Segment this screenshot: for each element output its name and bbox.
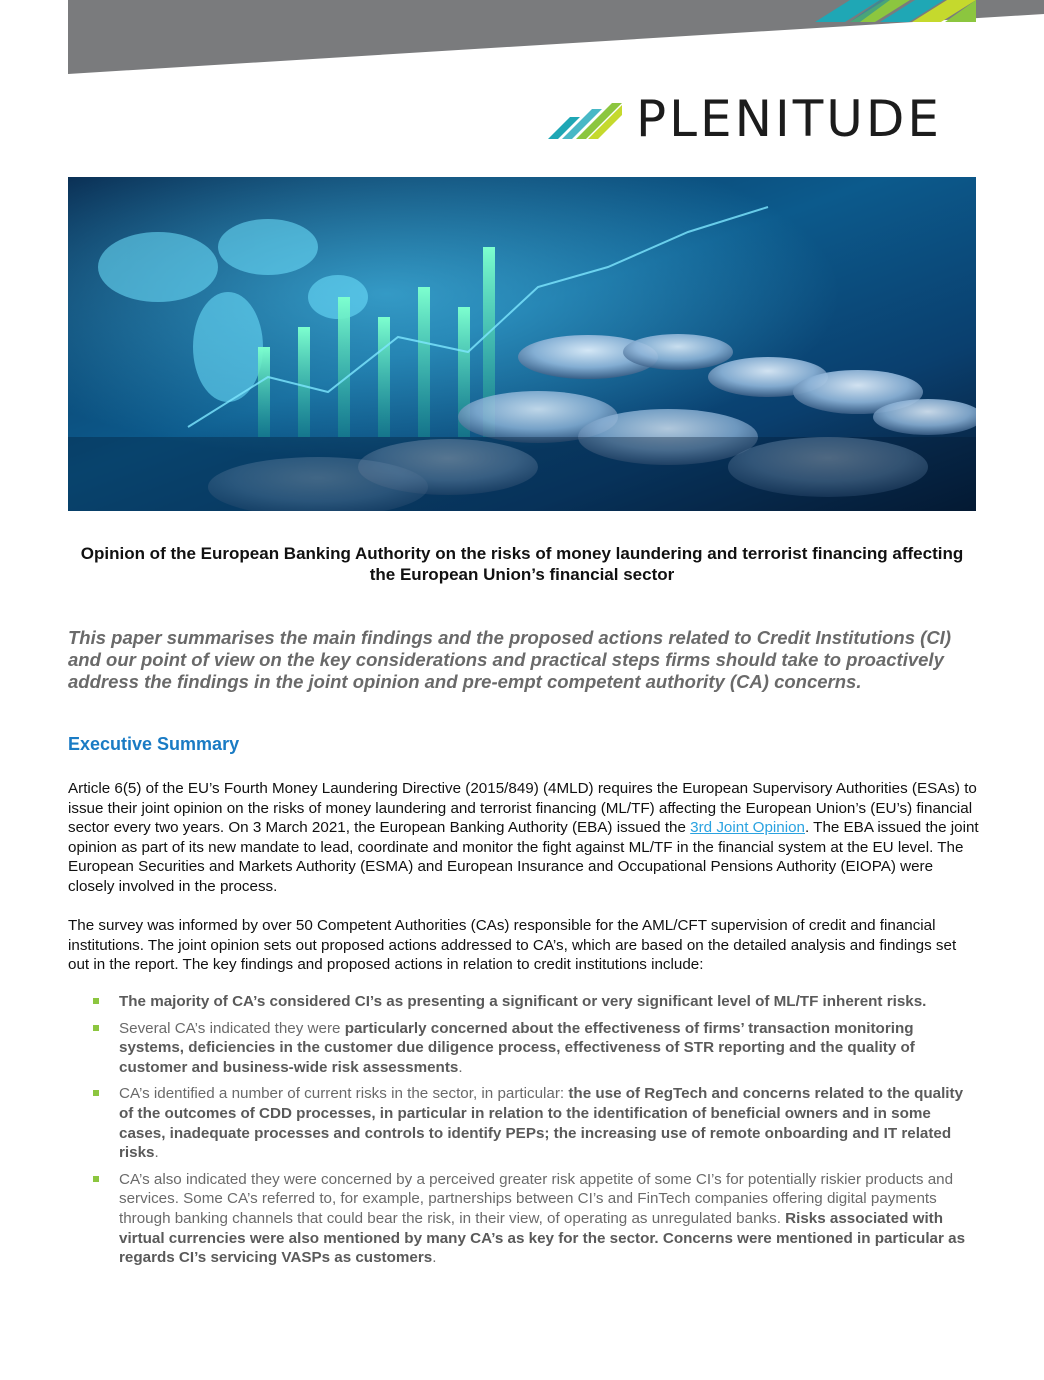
- document-title: Opinion of the European Banking Authority on the risks of money laundering and terrorist financing affecting the European Union’s financial sector: [80, 544, 964, 584]
- paragraph-article-6-5: [68, 779, 980, 897]
- logo-chevron-icon: [548, 95, 624, 143]
- hero-finance-image: [68, 177, 976, 511]
- bullet-square-icon: [93, 1176, 99, 1182]
- bullet-square-icon: [93, 998, 99, 1004]
- header-banner: [0, 0, 1044, 80]
- intro-summary: This paper summarises the main findings and the proposed actions related to Credit Institutions (CI) and our point of view on the key considerations and practical steps firms should take to proactively address the findings in the joint opinion and pre-empt competent authority (CA) concerns.: [68, 627, 951, 692]
- section-heading-executive-summary: Executive Summary: [68, 734, 240, 754]
- paragraph-survey: The survey was informed by over 50 Competent Authorities (CAs) responsible for the AML/CFT supervision of credit and financial institutions. The joint opinion sets out proposed actions addressed to CA’s, which are based on the detailed analysis and findings set out in the report. The key findings and proposed actions in relation to credit institutions include:: [68, 917, 957, 974]
- bullet-bold-text: the use of RegTech and concerns related to the quality of the outcomes of CDD processes, in particular in relation to the identification of beneficial owners and in some cases, inadequate processes and controls to identify PEPs; the increasing use of remote onboarding and IT related risks: [119, 1085, 964, 1162]
- bullet-text: CA’s identified a number of current risks in the sector, in particular:: [119, 1085, 569, 1103]
- bullet-text: Several CA’s indicated they were: [119, 1019, 345, 1037]
- bullet-text: .: [458, 1058, 463, 1076]
- plenitude-logo: [548, 90, 942, 148]
- bullet-text: .: [154, 1144, 159, 1162]
- logo-wordmark: PLENITUDE: [636, 90, 942, 148]
- bullet-bold-text: The majority of CA’s considered CI’s as presenting a significant or very significant level of ML/TF inherent risks.: [119, 993, 927, 1010]
- bullet-square-icon: [93, 1090, 99, 1096]
- key-findings-list: [68, 992, 980, 1275]
- list-item: [68, 1019, 980, 1078]
- list-item: [68, 1170, 980, 1268]
- list-item: [68, 1084, 980, 1162]
- p1-text-before-link: Article 6(5) of the EU’s Fourth Money Laundering Directive (2015/849) (4MLD) requires the European Supervisory Authorities (ESAs) to issue their joint opinion on the risks of money laundering and terrorist financing (ML/TF) affecting the European Union’s (EU’s) financial sector every two years. On 3 March 2021, the European Banking Authority (EBA) issued the: [68, 780, 977, 837]
- bullet-bold-text: particularly concerned about the effectiveness of firms’ transaction monitoring systems, deficiencies in the customer due diligence process, effectiveness of STR reporting and the quality of customer and business-wide risk assessments: [119, 1019, 915, 1076]
- bullet-square-icon: [93, 1025, 99, 1031]
- p1-text-after-link: . The EBA issued the joint opinion as part of its new mandate to lead, coordinate and monitor the fight against ML/TF in the financial system at the EU level. The European Securities and Markets Authority (ESMA) and European Insurance and Occupational Pensions Authority (EIOPA) were closely involved in the process.: [68, 819, 979, 895]
- bullet-text: .: [432, 1249, 437, 1267]
- list-item: [68, 992, 980, 1012]
- joint-opinion-link[interactable]: 3rd Joint Opinion: [690, 819, 805, 837]
- bullet-bold-text: Risks associated with virtual currencies were also mentioned by many CA’s as key for the sector. Concerns were mentioned in particular as regards CI’s servicing VASPs as customers: [119, 1209, 966, 1267]
- bullet-text: CA’s also indicated they were concerned by a perceived greater risk appetite of some CI’s for potentially riskier products and services. Some CA’s referred to, for example, partnerships between CI’s and FinTech companies offering digital payments through banking channels that could bear the risk, in their view, of operating as unregulated banks.: [119, 1170, 954, 1227]
